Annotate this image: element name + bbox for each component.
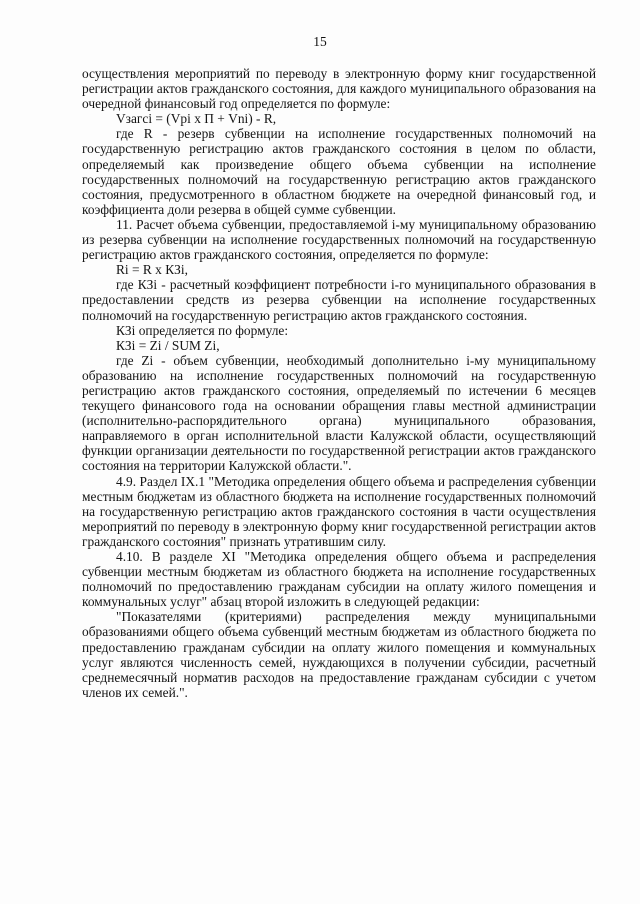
formula-ri: Ri = R x КЗi, — [116, 262, 188, 278]
paragraph-quoted-criteria: "Показателями (критериями) распределения между муниципальными образованиями общего объема субвенций местным бюджетам из областного бюджета по предоставлению гражданам субсидии на оплату жилого помещения и коммунальных услуг являются численность семей, нуждающихся в получении субсидии, расчетный среднемесячный норматив расходов на предоставление гражданам субсидии с учетом членов их семей.". — [82, 609, 596, 700]
formula-vzags: Vзагсi = (Vpi x П + Vni) - R, — [116, 111, 277, 127]
paragraph-item-11: 11. Расчет объема субвенции, предоставляемой i-му муниципальному образованию из резерва субвенции на исполнение государственных полномочий на государственную регистрацию актов гражданского состояния, определяется по формуле: — [82, 216, 596, 263]
paragraph-item-4-9: 4.9. Раздел IX.1 "Методика определения общего объема и распределения субвенции местным бюджетам из областного бюджета на исполнение государственных полномочий на государственную регистрацию актов гражданского состояния в части осуществления мероприятий по переводу в электронную форму книг государственной регистрации актов гражданского состояния" признать утратившим силу. — [82, 473, 596, 549]
page-number: 15 — [313, 34, 327, 49]
paragraph-item-4-10: 4.10. В разделе XI "Методика определения общего объема и распределения субвенции местным бюджетам из областного бюджета на исполнение государственных полномочий по предоставлению гражданам субсидии на оплату жилого помещения и коммунальных услуг" абзац второй изложить в следующей редакции: — [82, 549, 596, 610]
paragraph-kzi-intro: КЗi определяется по формуле: — [116, 322, 289, 338]
paragraph-continuation: осуществления мероприятий по переводу в электронную форму книг государственной регистрации актов гражданского состояния, для каждого муниципального образования на очередной финансовый год определяется по формуле: — [82, 66, 596, 112]
paragraph-zi-def: где Zi - объем субвенции, необходимый дополнительно i-му муниципальному образованию на исполнение государственных полномочий на государственную регистрацию актов гражданского состояния, определяемый по истечении 6 месяцев текущего финансового года на основании обращения главы местной администрации (исполнительно-распорядительного органа) муниципального образования, направляемого в орган исполнительной власти Калужской области, осуществляющий функции организации деятельности по государственной регистрации актов гражданского состояния на территории Калужской области.". — [82, 352, 596, 474]
formula-kzi: КЗi = Zi / SUM Zi, — [116, 337, 220, 353]
document-body — [82, 66, 596, 700]
paragraph-kzi-def: где КЗi - расчетный коэффициент потребности i-го муниципального образования в предоставлении средств из резерва субвенции на исполнение государственных полномочий на государственную регистрацию актов гражданского состояния. — [82, 277, 596, 323]
paragraph-reserve-def: где R - резерв субвенции на исполнение государственных полномочий на государственную регистрацию актов гражданского состояния в целом по области, определяемый как произведение общего объема субвенции на исполнение государственных полномочий на государственную регистрацию актов гражданского состояния, предусмотренного в областном бюджете на очередной финансовый год, и коэффициента доли резерва в общей сумме субвенции. — [82, 126, 596, 217]
